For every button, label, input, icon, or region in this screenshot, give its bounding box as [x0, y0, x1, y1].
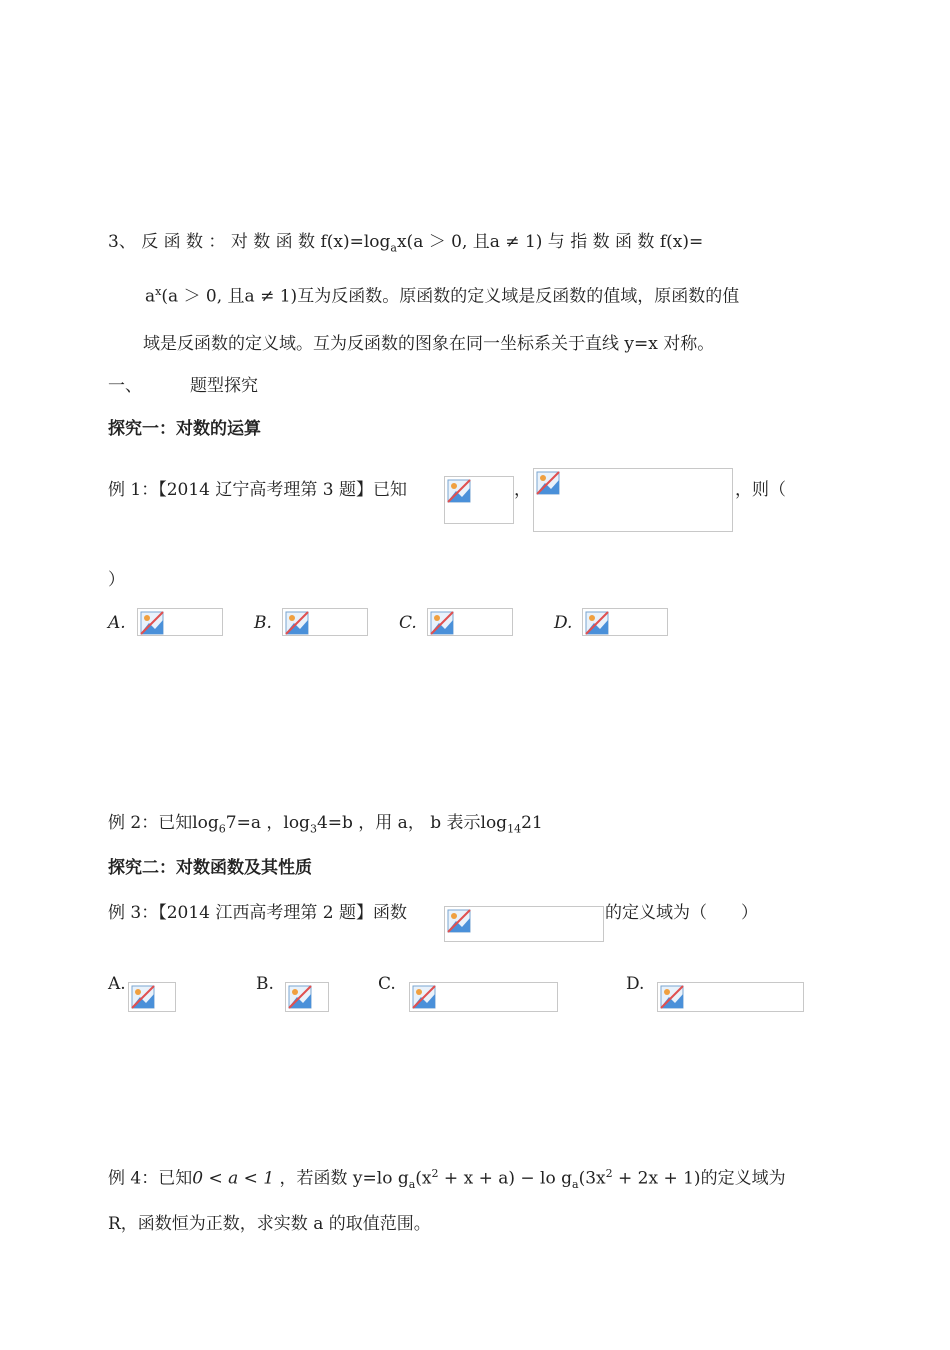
- section-title: 题型探究: [190, 376, 258, 396]
- broken-image-placeholder: [128, 982, 176, 1012]
- ex4-line2: R，函数恒为正数，求实数 a 的取值范围。: [108, 1214, 431, 1234]
- broken-image-placeholder: [282, 608, 368, 636]
- broken-image-placeholder: [427, 608, 513, 636]
- ex3-option-c: C.: [378, 974, 396, 994]
- ex2-text: 例 2：已知$\log_67=a$ ，$\log_34=b$ ，用 a， b 表示$\log_{14}21$: [108, 813, 543, 836]
- broken-image-icon: [131, 985, 155, 1009]
- ex1-close: ）: [108, 570, 125, 590]
- ex3-prefix: 例 3：【2014 江西高考理第 2 题】函数: [108, 903, 408, 923]
- broken-image-placeholder: [409, 982, 558, 1012]
- broken-image-icon: [447, 909, 471, 933]
- broken-image-icon: [412, 985, 436, 1009]
- ex1-option-d: D.: [554, 613, 573, 633]
- item3-line2: $a^x(a > 0$, 且a ≠ 1)互为反函数。原函数的定义域是反函数的值域，原函数的值: [145, 285, 740, 307]
- ex1-option-c: C.: [399, 613, 417, 633]
- broken-image-icon: [585, 611, 609, 635]
- explore2-heading: 探究二：对数函数及其性质: [108, 858, 312, 878]
- broken-image-placeholder: [582, 608, 668, 636]
- explore1-heading: 探究一：对数的运算: [108, 419, 261, 439]
- item3-line1: 3、 反 函 数 ： 对 数 函 数 $f(x)=\log_ax(a > 0$, 且a ≠ 1) 与 指 数 函 数 f(x)=: [108, 232, 704, 255]
- ex3-option-a: A.: [108, 974, 126, 994]
- ex3-option-d: D.: [626, 974, 645, 994]
- broken-image-placeholder: [137, 608, 223, 636]
- broken-image-placeholder: [285, 982, 329, 1012]
- broken-image-icon: [288, 985, 312, 1009]
- ex1-prefix: 例 1：【2014 辽宁高考理第 3 题】已知: [108, 480, 408, 500]
- ex4-line1: 例 4：已知0 < a < 1 ，若函数 y=lo $g_a(x^2 + x + a)$ − lo $g_a(3x^2 + 2x + 1)$的定义域为: [108, 1167, 786, 1192]
- ex1-option-b: B.: [254, 613, 272, 633]
- broken-image-placeholder: [657, 982, 804, 1012]
- broken-image-icon: [660, 985, 684, 1009]
- broken-image-placeholder: [533, 468, 733, 532]
- broken-image-placeholder: [444, 476, 514, 524]
- broken-image-icon: [447, 479, 471, 503]
- broken-image-icon: [536, 471, 560, 495]
- ex3-option-b: B.: [256, 974, 274, 994]
- section-number: 一、: [108, 376, 142, 396]
- ex1-comma: ，: [514, 480, 531, 500]
- broken-image-icon: [285, 611, 309, 635]
- broken-image-icon: [430, 611, 454, 635]
- ex3-suffix: 的定义域为（ ）: [605, 903, 758, 923]
- ex1-option-a: A.: [108, 613, 126, 633]
- item3-line3: 域是反函数的定义域。互为反函数的图象在同一坐标系关于直线 y=x 对称。: [143, 334, 715, 354]
- broken-image-placeholder: [444, 906, 604, 942]
- broken-image-icon: [140, 611, 164, 635]
- ex1-suffix: ，则（: [735, 480, 786, 500]
